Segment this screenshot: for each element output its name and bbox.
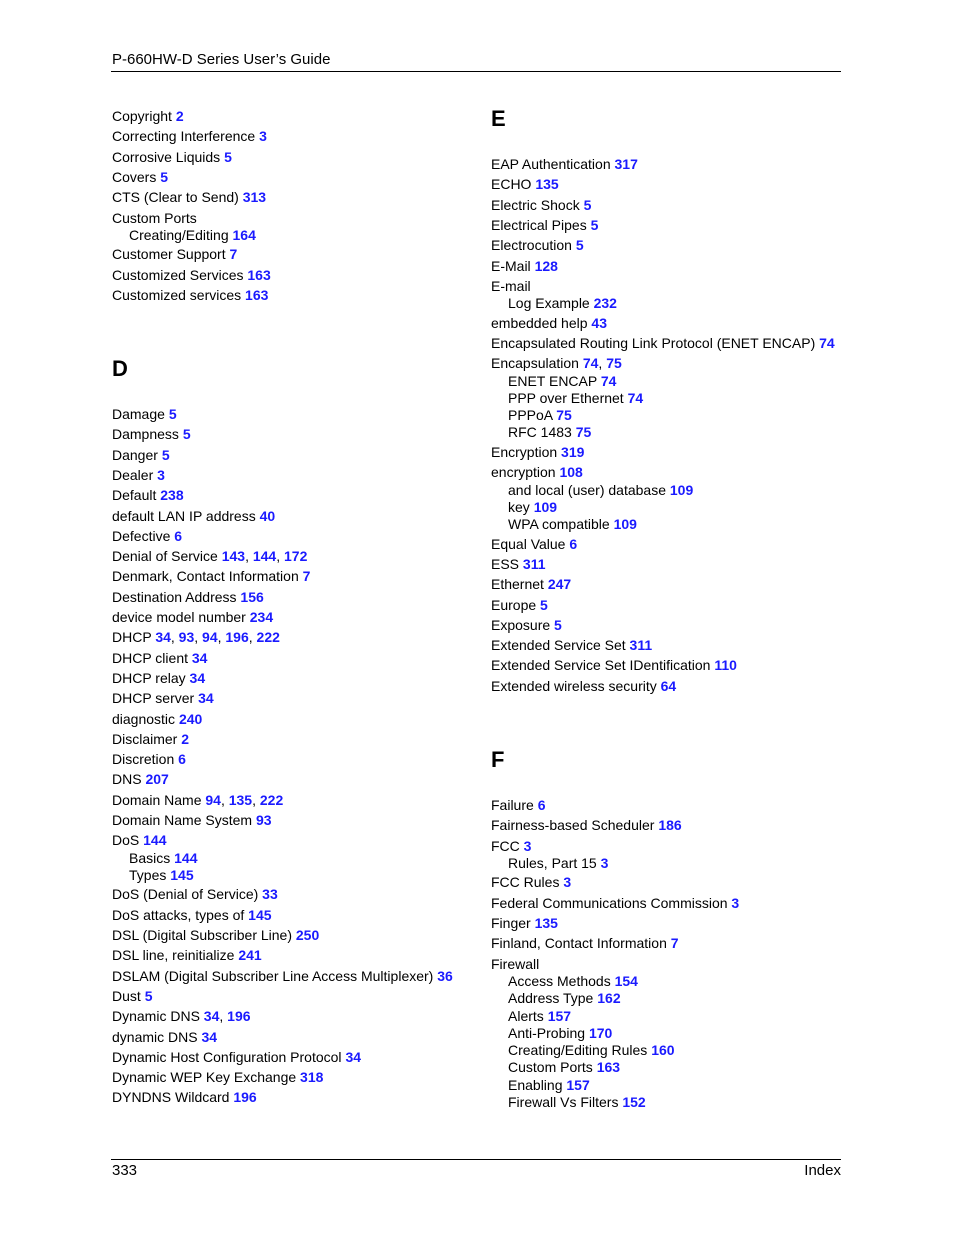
page-link[interactable]: 232 [593,295,617,312]
index-entry-term: EAP Authentication [491,156,615,172]
index-entry [112,128,267,145]
index-entry-term: Customized Services [112,266,248,283]
index-subentry [508,1025,612,1042]
page-link[interactable]: 196 [233,1089,257,1106]
index-entry-term: Equal Value [491,535,570,552]
index-entry [491,797,545,814]
index-entry-term: default LAN IP address [112,507,260,524]
index-entry-term: Europe [491,596,541,613]
index-subentry [508,390,643,407]
index-entry [112,287,268,304]
page-link[interactable]: 64 [660,677,677,694]
page-link[interactable]: 40 [259,507,276,524]
index-entry-term: Firewall Vs Filters [508,1094,623,1110]
index-subentry [129,227,256,244]
index-entry-term: Access Methods [508,972,615,989]
page-link[interactable]: 156 [240,588,264,605]
index-entry-term: embedded help [491,314,592,331]
index-entry-term: FCC Rules [491,874,564,891]
index-entry [491,197,591,214]
index-entry-term: Dampness [112,426,183,443]
index-entry-term: Types [129,866,171,883]
index-entry-term: E-Mail [491,257,535,274]
index-entry [112,426,191,443]
page-link[interactable]: 34 [155,629,171,646]
index-subentry [508,295,617,312]
index-entry [112,670,205,687]
page-link[interactable]: 186 [658,817,682,834]
index-entry-term: Dust [112,987,145,1004]
page-separator: , [248,629,257,646]
index-entry-term: DHCP relay [112,669,190,686]
index-entry-term: Encryption [491,443,562,460]
index-entry-term: FCC [491,837,524,854]
index-entry [112,1029,217,1046]
page-link[interactable]: 317 [614,156,638,172]
index-entry-term: Dealer [112,466,158,483]
index-entry [491,536,577,553]
page-link[interactable]: 2 [181,730,190,747]
index-subentry [508,1008,571,1025]
page-link[interactable]: 170 [588,1024,613,1041]
page-link[interactable]: 7 [670,935,679,952]
index-entry-term: DSL line, reinitialize [112,947,239,964]
index-entry [112,568,310,585]
section-name: Index [804,1162,841,1179]
index-entry [491,278,531,295]
page-link[interactable]: 5 [583,196,592,213]
page-link[interactable]: 36 [437,967,453,984]
page-link[interactable]: 162 [597,990,621,1007]
index-subentry [508,990,621,1007]
index-entry [112,927,319,944]
index-entry-term: Custom Ports [508,1059,597,1076]
index-entry [491,335,835,352]
page-link[interactable]: 109 [669,481,694,498]
index-entry-term: Correcting Interference [112,128,260,145]
page-link[interactable]: 144 [174,849,198,866]
page-link[interactable]: 135 [534,915,558,931]
index-entry [112,731,189,748]
page-link[interactable]: 34 [203,1008,220,1025]
page-link[interactable]: 6 [537,797,546,813]
page-link[interactable]: 5 [554,616,562,633]
index-entry-term: Dynamic WEP Key Exchange [112,1069,301,1086]
page-link[interactable]: 313 [242,189,267,206]
index-entry-term: dynamic DNS [112,1028,202,1045]
page-separator: , [252,791,260,808]
index-entry [491,657,737,674]
index-entry [112,149,232,166]
index-entry [112,487,184,504]
index-entry-term: key [508,498,534,515]
index-entry-term: Damage [112,406,169,422]
index-entry [112,528,182,545]
index-entry [112,210,197,227]
index-entry-term: DHCP [112,629,156,646]
page-link[interactable]: 7 [229,246,238,263]
page-link[interactable]: 5 [161,446,170,463]
index-entry-term: Default [112,487,161,504]
page-separator: , [220,791,229,808]
index-entry-term: diagnostic [112,710,179,727]
index-subentry [508,407,572,424]
index-entry-term: DNS [112,771,146,788]
index-entry [112,467,165,484]
index-entry [112,508,275,525]
page-link[interactable]: 93 [178,629,195,646]
page-link[interactable]: 196 [227,1008,251,1025]
index-entry-term: Basics [129,849,175,866]
index-entry-term: DYNDNS Wildcard [112,1089,234,1106]
page-link[interactable]: 2 [175,108,184,124]
page-link[interactable]: 157 [547,1007,572,1024]
index-subentry [508,1059,620,1076]
page-link[interactable]: 145 [170,866,194,883]
index-entry [491,915,558,932]
index-entry-term: Electrical Pipes [491,216,591,233]
page-link[interactable]: 135 [535,176,559,193]
index-entry [112,751,186,768]
index-entry-term: encryption [491,464,560,481]
page-link[interactable]: 5 [160,168,169,185]
index-subentry [508,482,693,499]
index-entry-term: E-mail [491,277,531,294]
page-link[interactable]: 43 [591,314,607,331]
index-entry [491,874,571,891]
page-link[interactable]: 5 [144,987,153,1004]
page-link[interactable]: 3 [523,837,532,854]
index-entry-term: PPP over Ethernet [508,389,628,406]
page-link[interactable]: 5 [168,406,177,422]
header-rule [111,71,841,72]
page-link[interactable]: 222 [259,791,284,808]
index-entry [491,576,571,593]
page-link[interactable]: 163 [245,286,269,303]
index-entry-term: Address Type [508,990,598,1007]
page-link[interactable]: 5 [182,426,191,443]
page-link[interactable]: 5 [224,148,232,165]
page-link[interactable]: 311 [522,555,546,572]
page-link[interactable]: 154 [614,972,638,989]
index-entry-term: DHCP client [112,649,192,666]
index-entry [112,108,184,125]
index-entry-term: Electric Shock [491,196,584,213]
index-entry-term: Covers [112,168,161,185]
page-link[interactable]: 143 [221,548,246,565]
page-link[interactable]: 222 [256,629,280,646]
index-entry [112,968,453,985]
index-entry [112,1069,323,1086]
page-link[interactable]: 196 [225,629,249,646]
index-entry [491,617,562,634]
page-link[interactable]: 144 [143,832,167,849]
index-entry-term: Federal Communications Commission [491,894,732,911]
index-entry-term: and local (user) database [508,481,670,498]
page-link[interactable]: 240 [178,710,203,727]
index-entry [112,812,272,829]
page-separator: , [598,355,607,372]
index-entry [112,609,273,626]
index-entry [491,217,598,234]
page-link[interactable]: 110 [714,657,737,674]
index-entry-term: Failure [491,797,538,813]
index-entry-term: Copyright [112,108,176,124]
index-entry [491,838,531,855]
page-link[interactable]: 6 [174,527,183,544]
index-entry-term: DoS (Denial of Service) [112,886,263,903]
page-link[interactable]: 163 [596,1059,621,1076]
page-link[interactable]: 163 [247,266,271,283]
page-link[interactable]: 34 [201,1028,218,1045]
page-link[interactable]: 75 [556,407,572,424]
index-entry-term: Anti-Probing [508,1024,589,1041]
page-link[interactable]: 108 [559,464,583,481]
index-entry-term: ESS [491,555,523,572]
page-link[interactable]: 152 [622,1094,646,1110]
page-link[interactable]: 34 [191,649,208,666]
index-entry-term: Domain Name System [112,812,256,828]
page-link[interactable]: 109 [533,498,558,515]
index-entry [491,817,682,834]
page-link[interactable]: 144 [252,548,277,565]
page-link[interactable]: 207 [145,771,169,788]
page-separator: , [276,548,284,565]
index-entry [112,406,177,423]
index-subentry [508,424,591,441]
index-subentry [508,1094,646,1111]
index-entry-term: DoS attacks, types of [112,906,249,923]
page-link[interactable]: 94 [205,791,221,808]
page-number: 333 [112,1162,138,1179]
page-link[interactable]: 74 [582,355,599,372]
page-separator: , [217,629,226,646]
index-entry-term: Creating/Editing [129,226,233,243]
page-link[interactable]: 157 [566,1076,590,1093]
page-separator: , [245,548,253,565]
index-entry-term: Electrocution [491,237,576,254]
index-entry [491,556,546,573]
page-link[interactable]: 94 [202,629,218,646]
page-link[interactable]: 109 [613,516,637,533]
page-link[interactable]: 75 [606,355,622,372]
page-link[interactable]: 5 [540,596,548,613]
index-subentry [508,516,637,533]
index-entry [112,267,271,284]
index-subentry [129,850,197,867]
index-entry-term: Dynamic DNS [112,1008,204,1025]
index-entry [112,447,170,464]
page-link[interactable]: 234 [249,609,274,625]
index-entry-term: Extended wireless security [491,677,661,694]
index-entry-term: Disclaimer [112,730,182,747]
index-entry-term: Defective [112,527,175,544]
index-subentry [129,867,194,884]
index-entry [112,832,166,849]
page-link[interactable]: 164 [232,226,256,243]
page-link[interactable]: 6 [569,535,578,552]
page-link[interactable]: 34 [198,690,214,707]
index-entry-term: Creating/Editing Rules [508,1042,652,1059]
index-entry [112,792,283,809]
index-entry-term: Customer Support [112,246,230,263]
index-entry [112,1089,257,1106]
page-link[interactable]: 34 [189,669,206,686]
index-entry-term: Enabling [508,1076,567,1093]
index-entry [112,629,280,646]
index-entry-term: Customized services [112,286,246,303]
page-link[interactable]: 3 [563,874,572,891]
index-subentry [508,499,557,516]
index-entry [112,650,207,667]
index-letter-heading: E [491,106,506,131]
footer-rule [111,1159,841,1160]
index-entry [112,771,169,788]
page-link[interactable]: 3 [157,466,165,483]
index-entry-term: Denial of Service [112,548,222,565]
index-entry-term: DSL (Digital Subscriber Line) [112,927,296,943]
index-subentry [508,1077,590,1094]
index-entry-term: CTS (Clear to Send) [112,189,243,206]
index-entry [491,895,739,912]
index-entry-term: ECHO [491,176,536,193]
index-entry [491,355,622,372]
page-link[interactable]: 128 [534,257,558,274]
index-entry-term: Ethernet [491,576,548,593]
page-link[interactable]: 319 [561,443,585,460]
index-entry-term: DoS [112,832,144,849]
index-entry-term: Alerts [508,1007,548,1024]
index-entry [112,246,237,263]
index-entry-term: ENET ENCAP [508,372,601,389]
page-link[interactable]: 74 [600,372,617,389]
page-link[interactable]: 160 [651,1042,675,1059]
page-link[interactable]: 250 [295,927,320,943]
page-link[interactable]: 135 [228,791,253,808]
index-entry [112,1049,361,1066]
index-subentry [508,855,608,872]
index-entry-term: Encapsulation [491,355,583,372]
page-link[interactable]: 5 [590,216,599,233]
index-entry [112,907,272,924]
index-entry-term: Extended Service Set IDentification [491,657,715,674]
page-header-title: P-660HW-D Series User’s Guide [112,51,331,68]
page-link[interactable]: 5 [575,237,584,254]
page-link[interactable]: 241 [238,947,262,964]
page-separator: , [170,629,179,646]
index-entry [112,589,264,606]
index-entry-term: Custom Ports [112,209,197,226]
index-entry [112,711,202,728]
index-entry [112,947,262,964]
page-link[interactable]: 247 [547,576,572,593]
page-link[interactable]: 33 [262,886,278,903]
page-link[interactable]: 75 [575,424,592,441]
index-entry [112,189,266,206]
index-entry-term: Finland, Contact Information [491,935,671,952]
index-entry-term: Destination Address [112,588,241,605]
index-entry [491,258,558,275]
page-link[interactable]: 3 [731,894,740,911]
page-link[interactable]: 311 [629,637,653,654]
index-entry [112,548,307,565]
index-entry-term: Log Example [508,295,594,312]
page-link[interactable]: 74 [819,334,835,351]
index-entry-term: Fairness-based Scheduler [491,817,659,834]
index-entry-term: device model number [112,609,250,625]
index-subentry [508,373,616,390]
index-entry-term: WPA compatible [508,516,614,533]
index-letter-heading: F [491,747,505,772]
index-entry [112,690,214,707]
page-link[interactable]: 145 [248,906,272,923]
index-entry [112,988,152,1005]
index-entry [112,886,278,903]
page-link[interactable]: 74 [627,389,644,406]
page-link[interactable]: 318 [300,1069,324,1086]
index-entry [491,156,638,173]
page-link[interactable]: 7 [302,568,311,585]
index-entry-term: Rules, Part 15 [508,854,601,871]
index-entry-term: Extended Service Set [491,637,630,654]
index-entry [112,169,168,186]
index-entry-term: Danger [112,446,162,463]
page-link[interactable]: 3 [600,854,609,871]
index-entry-term: PPPoA [508,407,557,424]
page-separator: , [219,1008,228,1025]
index-entry-term: Denmark, Contact Information [112,568,303,585]
index-entry [491,315,607,332]
index-entry-term: Firewall [491,955,540,972]
index-letter-heading: D [112,356,128,381]
index-entry-term: Exposure [491,616,555,633]
page-separator: , [194,629,203,646]
index-entry-term: Dynamic Host Configuration Protocol [112,1048,346,1065]
index-entry [491,597,548,614]
index-entry [491,956,539,973]
index-entry [491,678,676,695]
index-entry-term: Encapsulated Routing Link Protocol (ENET ENCAP) [491,334,820,351]
index-subentry [508,973,638,990]
index-entry [491,637,652,654]
page-link[interactable]: 34 [345,1048,362,1065]
index-entry-term: DHCP server [112,690,199,707]
page-link[interactable]: 172 [284,548,308,565]
index-entry [491,935,679,952]
index-entry [112,1008,251,1025]
index-entry-term: DSLAM (Digital Subscriber Line Access Multiplexer) [112,967,438,984]
page-link[interactable]: 6 [178,751,186,768]
index-entry [491,444,584,461]
index-entry [491,464,583,481]
page-link[interactable]: 93 [255,812,272,828]
index-entry [491,176,559,193]
index-entry-term: Domain Name [112,791,206,808]
index-entry-term: RFC 1483 [508,424,576,441]
index-entry-term: Corrosive Liquids [112,148,225,165]
index-entry-term: Discretion [112,751,179,768]
page-link[interactable]: 238 [160,487,184,504]
index-entry-term: Finger [491,915,535,931]
index-subentry [508,1042,675,1059]
page-link[interactable]: 3 [259,128,267,145]
index-entry [491,237,584,254]
